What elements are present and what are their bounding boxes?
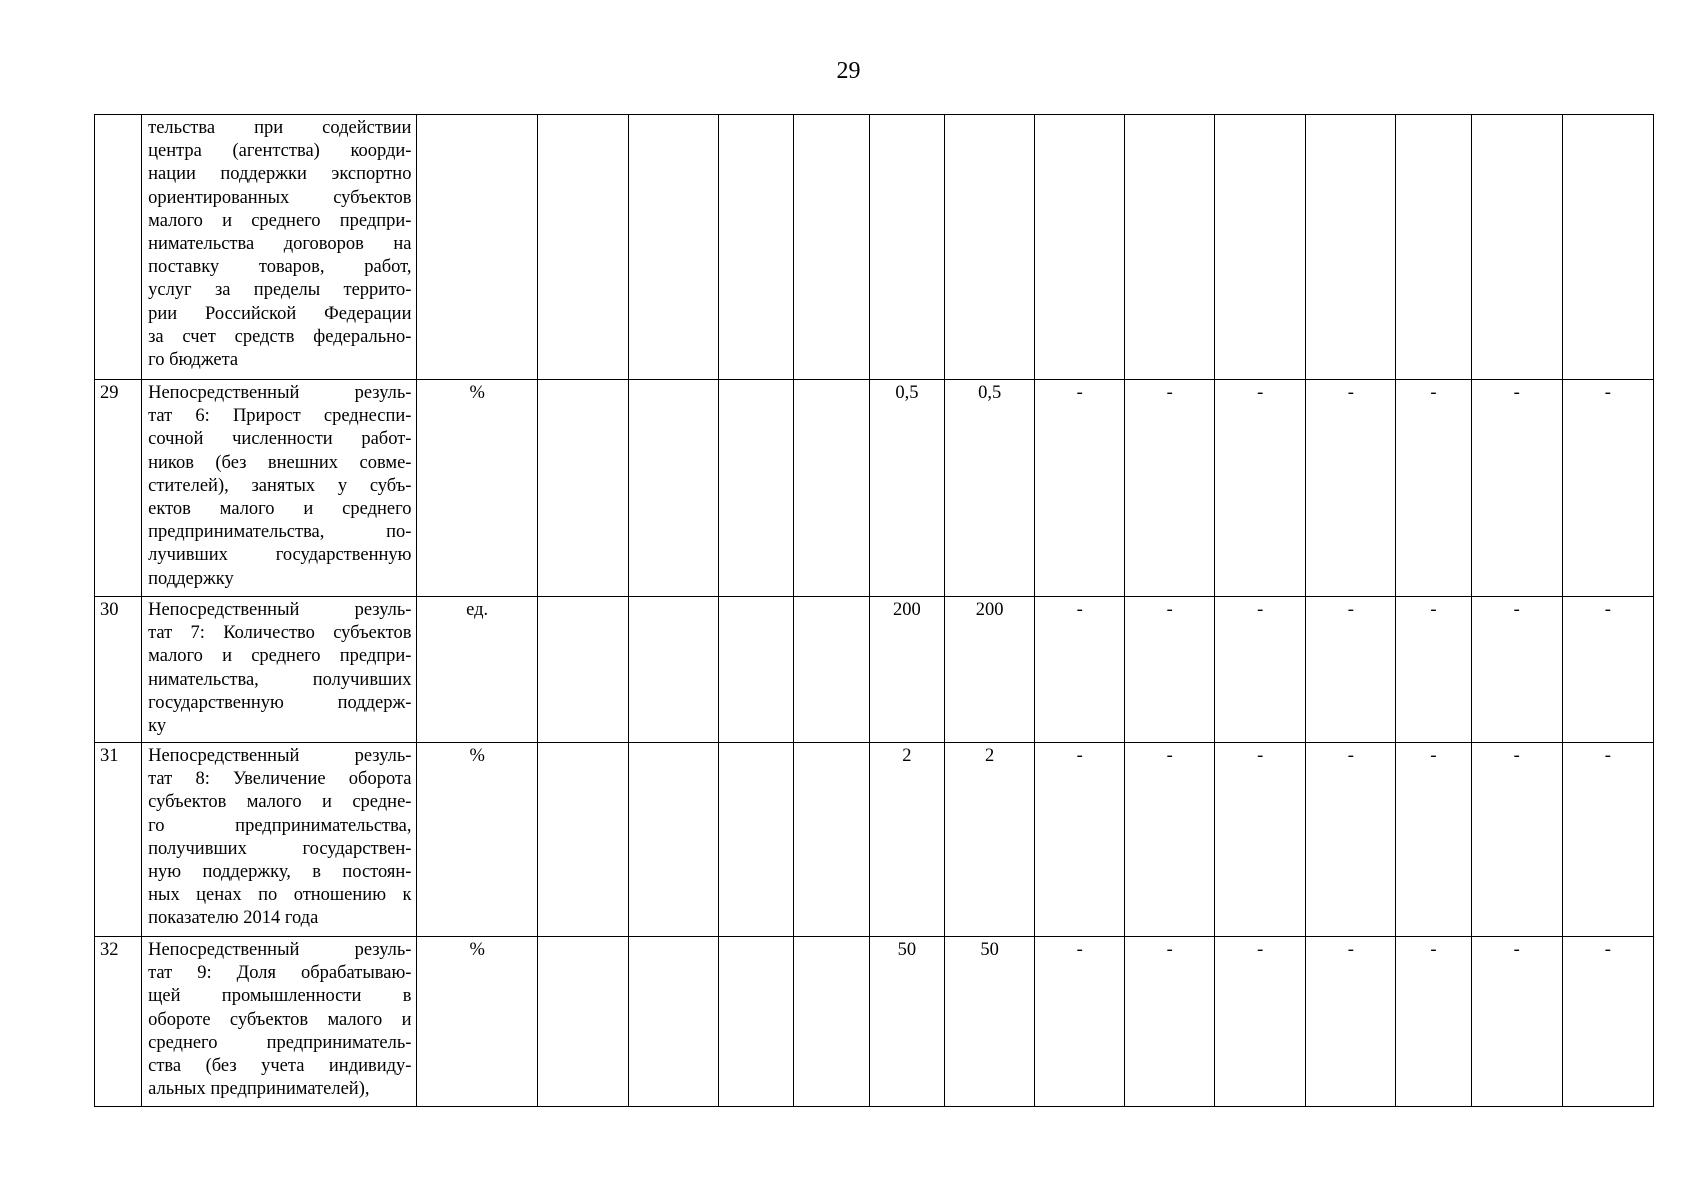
value-cell: -: [1125, 743, 1215, 937]
row-number: 30: [95, 597, 142, 743]
value-cell: [537, 597, 628, 743]
description-line: ку: [148, 716, 167, 737]
value-cell: [794, 743, 869, 937]
value-cell: -: [1215, 380, 1306, 597]
description-line: Непосредственный резуль-: [148, 746, 412, 766]
description-line: ектов малого и среднего: [148, 499, 412, 520]
indicator-description: [142, 743, 417, 937]
table-row: [95, 743, 1654, 937]
row-number: [95, 115, 142, 380]
description-line: нации поддержки экспортно: [148, 164, 412, 185]
description-line: ную поддержку, в постоян-: [148, 862, 412, 883]
description-line: Непосредственный резуль-: [148, 940, 412, 960]
value-cell: [794, 937, 869, 1107]
description-line: услуг за пределы террито-: [148, 280, 412, 301]
description-line: за счет средств федерально-: [148, 326, 412, 347]
description-line: поставку товаров, работ,: [148, 257, 412, 278]
value-cell: -: [1306, 380, 1396, 597]
description-line: государственную поддерж-: [148, 692, 412, 713]
value-cell: 2: [869, 743, 944, 937]
value-cell: -: [1396, 937, 1471, 1107]
unit-cell: [417, 115, 537, 380]
value-cell: [628, 115, 718, 380]
description-line: щей промышленности в: [148, 986, 412, 1007]
description-line: тат 7: Количество субъектов: [148, 623, 412, 644]
description-line: поддержку: [148, 568, 234, 589]
table-row: [95, 380, 1654, 597]
value-cell: [718, 115, 793, 380]
table-row: [95, 115, 1654, 380]
value-cell: [1125, 115, 1215, 380]
value-cell: -: [1396, 380, 1471, 597]
unit-cell: %: [417, 937, 537, 1107]
value-cell: [628, 380, 718, 597]
indicator-description: [142, 380, 417, 597]
value-cell: -: [1215, 597, 1306, 743]
description-line: предпринимательства, по-: [148, 522, 412, 543]
value-cell: -: [1471, 743, 1562, 937]
description-line: показателю 2014 года: [148, 908, 319, 929]
value-cell: 0,5: [945, 380, 1035, 597]
value-cell: -: [1125, 597, 1215, 743]
value-cell: [1562, 115, 1653, 380]
description-line: ства (без учета индивиду-: [148, 1056, 412, 1077]
description-line: го предпринимательства,: [148, 815, 412, 836]
description-line: ников (без внешних совме-: [148, 452, 412, 473]
description-line: получивших государствен-: [148, 838, 412, 859]
value-cell: [628, 937, 718, 1107]
row-number: 29: [95, 380, 142, 597]
description-line: нимательства, получивших: [148, 669, 412, 690]
value-cell: [794, 115, 869, 380]
value-cell: -: [1471, 937, 1562, 1107]
value-cell: [869, 115, 944, 380]
value-cell: [718, 937, 793, 1107]
value-cell: 200: [945, 597, 1035, 743]
value-cell: -: [1035, 937, 1125, 1107]
description-line: субъектов малого и средне-: [148, 792, 412, 813]
value-cell: [1306, 115, 1396, 380]
indicator-description: [142, 597, 417, 743]
value-cell: [1215, 115, 1306, 380]
value-cell: -: [1306, 937, 1396, 1107]
value-cell: [794, 597, 869, 743]
value-cell: -: [1035, 743, 1125, 937]
value-cell: [718, 743, 793, 937]
value-cell: [718, 597, 793, 743]
row-number: 32: [95, 937, 142, 1107]
row-number: 31: [95, 743, 142, 937]
value-cell: 2: [945, 743, 1035, 937]
table-row: [95, 597, 1654, 743]
description-line: тат 6: Прирост среднеспи-: [148, 406, 412, 427]
value-cell: [1471, 115, 1562, 380]
value-cell: -: [1471, 380, 1562, 597]
value-cell: [718, 380, 793, 597]
description-line: сочной численности работ-: [148, 429, 412, 450]
unit-cell: ед.: [417, 597, 537, 743]
value-cell: -: [1396, 597, 1471, 743]
description-line: альных предпринимателей),: [148, 1079, 370, 1100]
value-cell: 0,5: [869, 380, 944, 597]
unit-cell: %: [417, 380, 537, 597]
value-cell: -: [1562, 937, 1653, 1107]
value-cell: -: [1306, 743, 1396, 937]
description-line: Непосредственный резуль-: [148, 383, 412, 403]
value-cell: -: [1035, 597, 1125, 743]
description-line: ориентированных субъектов: [148, 187, 412, 208]
value-cell: -: [1562, 380, 1653, 597]
description-line: стителей), занятых у субъ-: [148, 475, 412, 496]
value-cell: [945, 115, 1035, 380]
value-cell: 50: [869, 937, 944, 1107]
value-cell: -: [1035, 380, 1125, 597]
description-line: тат 9: Доля обрабатываю-: [148, 963, 412, 984]
value-cell: [1396, 115, 1471, 380]
unit-cell: %: [417, 743, 537, 937]
value-cell: -: [1125, 380, 1215, 597]
value-cell: -: [1562, 597, 1653, 743]
description-line: среднего предприниматель-: [148, 1032, 412, 1053]
page-number: 29: [836, 58, 861, 84]
value-cell: -: [1125, 937, 1215, 1107]
value-cell: -: [1215, 937, 1306, 1107]
description-line: обороте субъектов малого и: [148, 1009, 412, 1030]
table-row: [95, 937, 1654, 1107]
description-line: рии Российской Федерации: [148, 303, 412, 324]
value-cell: [1035, 115, 1125, 380]
value-cell: [628, 743, 718, 937]
indicator-description: [142, 937, 417, 1107]
value-cell: -: [1306, 597, 1396, 743]
value-cell: [537, 937, 628, 1107]
value-cell: [537, 743, 628, 937]
indicator-description: [142, 115, 417, 380]
description-line: Непосредственный резуль-: [148, 600, 412, 620]
value-cell: [537, 115, 628, 380]
value-cell: [537, 380, 628, 597]
indicator-table: [94, 114, 1654, 1107]
description-line: ных ценах по отношению к: [148, 885, 412, 906]
description-line: тат 8: Увеличение оборота: [148, 769, 412, 790]
value-cell: 50: [945, 937, 1035, 1107]
description-line: малого и среднего предпри-: [148, 646, 412, 667]
value-cell: -: [1396, 743, 1471, 937]
description-line: центра (агентства) коорди-: [148, 141, 412, 162]
description-line: лучивших государственную: [148, 545, 412, 566]
value-cell: 200: [869, 597, 944, 743]
value-cell: [628, 597, 718, 743]
description-line: тельства при содействии: [148, 118, 412, 138]
value-cell: -: [1471, 597, 1562, 743]
value-cell: [794, 380, 869, 597]
value-cell: -: [1215, 743, 1306, 937]
description-line: нимательства договоров на: [148, 234, 412, 255]
description-line: го бюджета: [148, 350, 239, 371]
value-cell: -: [1562, 743, 1653, 937]
description-line: малого и среднего предпри-: [148, 210, 412, 231]
